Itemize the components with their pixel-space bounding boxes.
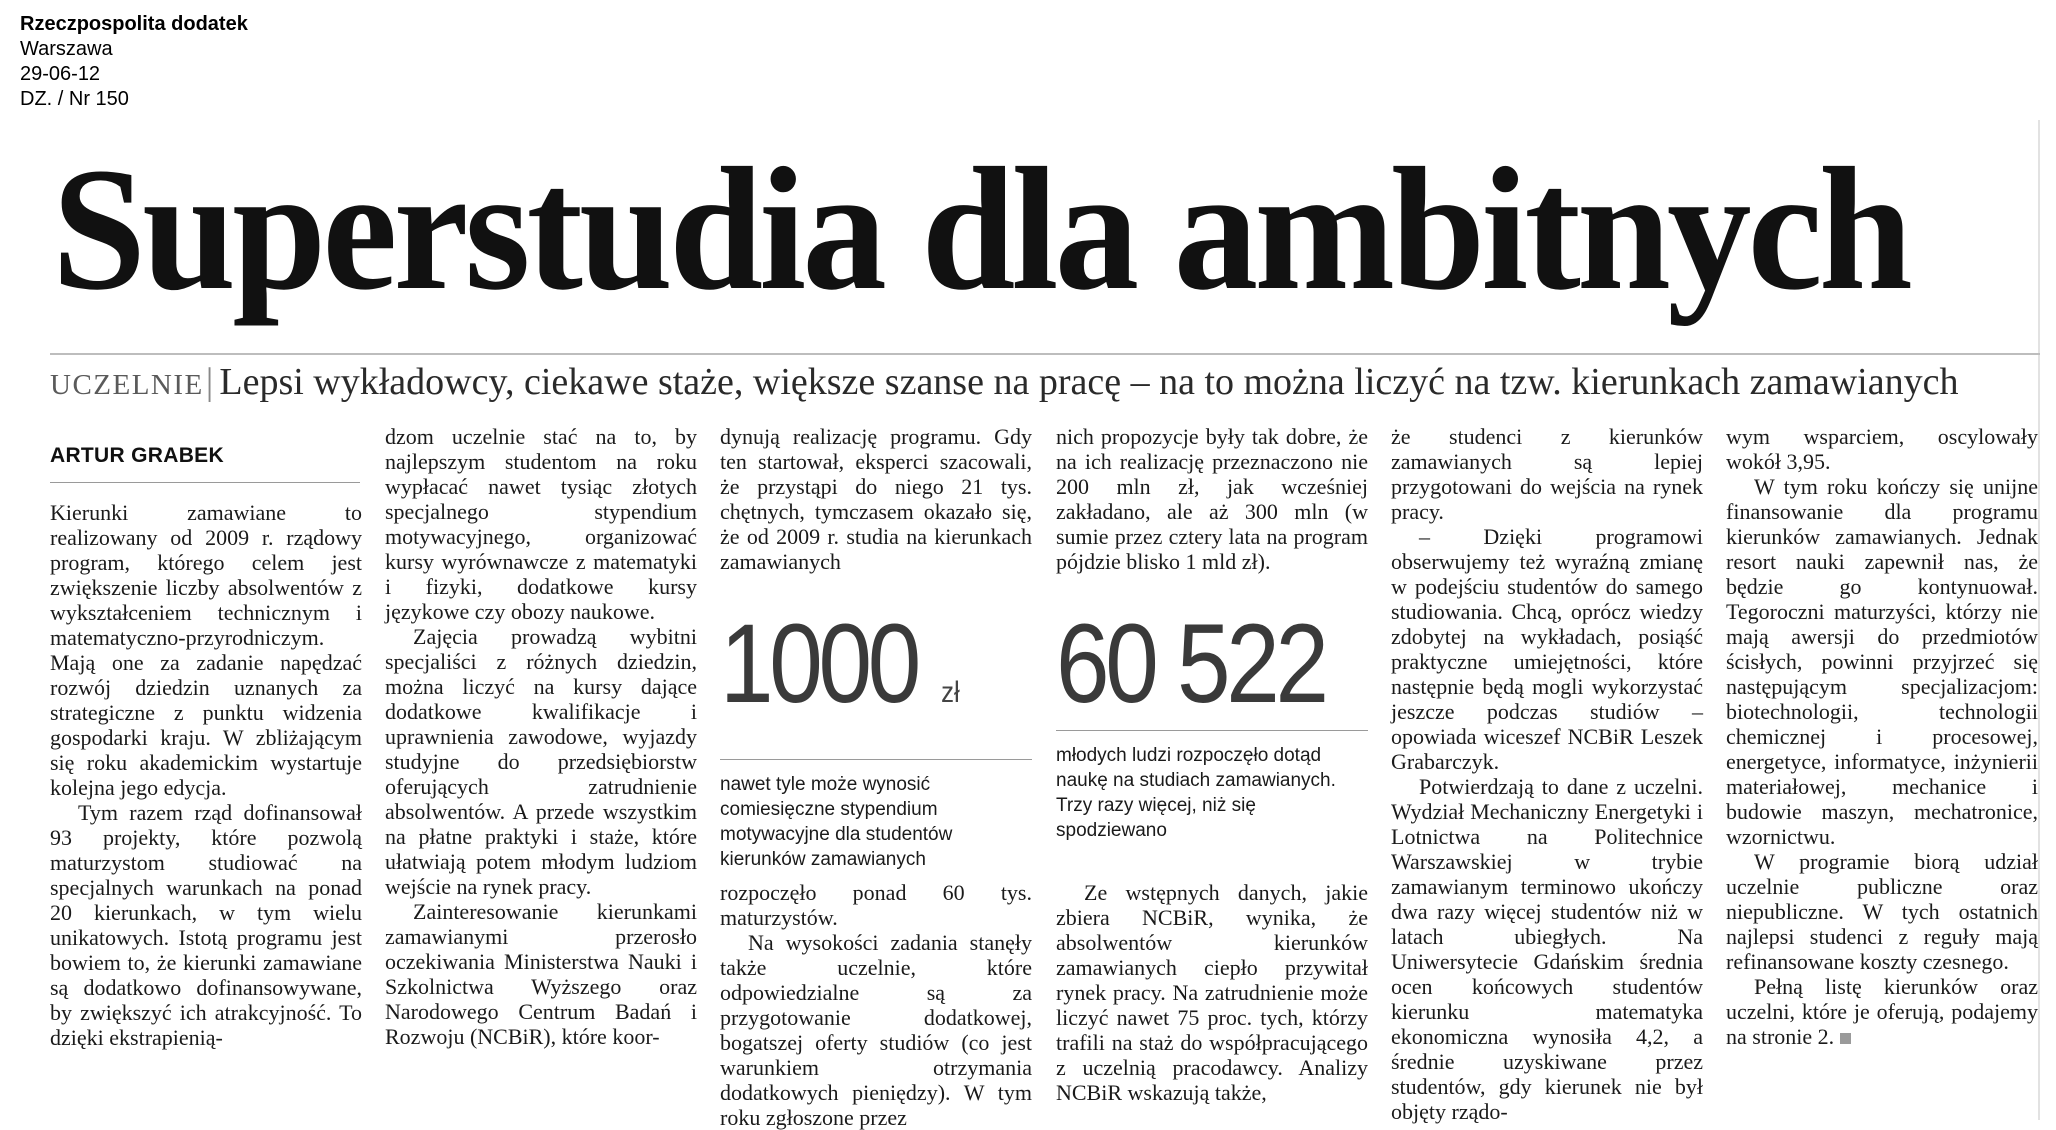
paragraph: dynują realizację programu. Gdy ten startował, eksperci szacowali, że przystąpi do niego 21 tys. chętnych, tymczasem okazało się, że od 2009 r. studia na kierunkach zamawianych xyxy=(720,424,1032,574)
headline: Superstudia dla ambitnych xyxy=(52,132,1909,327)
source-city: Warszawa xyxy=(20,38,113,60)
deck-divider xyxy=(50,353,2040,355)
paragraph: Zajęcia prowadzą wybitni specjaliści z różnych dziedzin, można liczyć na kursy dające dodatkowe kwalifikacje i uprawnienia zawodowe, wyjazdy studyjne do przedsiębiorstw oferujących zatrudnienie absolwentów. A przede wszystkim na płatne praktyki i staże, które ułatwiają potem młodym ludziom wejście na rynek pracy. xyxy=(385,624,697,899)
page-edge-rule xyxy=(2038,120,2040,1120)
paragraph: Tym razem rząd dofinansował 93 projekty, które pozwolą maturzystom studiować na specjalnych warunkach na ponad 20 kierunkach, w tym wielu unikatowych. Istotą programu jest bowiem to, że kierunki zamawiane są dodatkowo dofinansowywane, by zwiększyć ich atrakcyjność. To dzięki ekstrapienią- xyxy=(50,800,362,1050)
column-3-top xyxy=(720,424,1032,574)
column-3-bottom xyxy=(720,880,1032,1130)
deck-text: Lepsi wykładowcy, ciekawe staże, większe szanse na pracę – na to można liczyć na tzw. kierunkach zamawianych xyxy=(219,361,1959,403)
column-1 xyxy=(50,500,362,1050)
paragraph: W programie biorą udział uczelnie publiczne oraz niepubliczne. W tych ostatnich najlepsi studenci z reguły mają refinansowane koszty czesnego. xyxy=(1726,849,2038,974)
paragraph: Kierunki zamawiane to realizowany od 2009 r. rządowy program, którego celem jest zwiększenie liczby absolwentów z wykształceniem technicznym i matematyczno-przyrodniczym. Mają one za zadanie napędzać rozwój dziedzin uznanych za strategiczne z punktu widzenia gospodarki kraju. W zbliżającym się roku akademickim wystartuje kolejna jego edycja. xyxy=(50,500,362,800)
paragraph: dzom uczelnie stać na to, by najlepszym studentom na roku wypłacać nawet tysiąc złotych specjalnego stypendium motywacyjnego, organizować kursy wyrównawcze z matematyki i fizyki, dodatkowe kursy językowe czy obozy naukowe. xyxy=(385,424,697,624)
fact-divider xyxy=(720,759,1032,760)
column-4-top xyxy=(1056,424,1368,574)
fact-unit: zł xyxy=(941,676,960,709)
author-byline: ARTUR GRABEK xyxy=(50,444,224,467)
end-mark-icon xyxy=(1840,1033,1851,1044)
factbox-stipend xyxy=(720,601,1032,872)
author-divider xyxy=(50,482,360,483)
paragraph: Zainteresowanie kierunkami zamawianymi przerosło oczekiwania Ministerstwa Nauki i Szkolnictwa Wyższego oraz Narodowego Centrum Badań i Rozwoju (NCBiR), które koor- xyxy=(385,899,697,1049)
paragraph: że studenci z kierunków zamawianych są lepiej przygotowani do wejścia na rynek pracy. xyxy=(1391,424,1703,524)
column-5 xyxy=(1391,424,1703,1124)
fact-text: młodych ludzi rozpoczęło dotąd naukę na studiach zamawianych. Trzy razy więcej, niż się spodziewano xyxy=(1056,745,1336,841)
source-info xyxy=(20,12,248,112)
paragraph: W tym roku kończy się unijne finansowanie dla programu kierunków zamawianych. Jednak resort nauki zapewnił nas, że będzie go kontynuował. Tegoroczni maturzyści, którzy nie mają awersji do przedmiotów ścisłych, powinni przyjrzeć się następującym specjalizacjom: biotechnologii, technologii chemicznej i procesowej, energetyce, informatyce, inżynierii materiałowej, mechanice i budowie maszyn, mechatronice, wzornictwu. xyxy=(1726,474,2038,849)
paragraph: Ze wstępnych danych, jakie zbiera NCBiR, wynika, że absolwentów kierunków zamawianych ciepło przywitał rynek pracy. Na zatrudnienie może liczyć nawet 75 proc. tych, którzy trafili na staż do współpracującego z uczelnią pracodawcy. Analizy NCBiR wskazują także, xyxy=(1056,880,1368,1105)
fact-text: nawet tyle może wynosić comiesięczne stypendium motywacyjne dla studentów kierunków zamawianych xyxy=(720,774,953,870)
paragraph-final: Pełną listę kierunków oraz uczelni, które je oferują, podajemy na stronie 2. xyxy=(1726,974,2038,1049)
column-4-bottom xyxy=(1056,880,1368,1105)
paragraph: rozpoczęło ponad 60 tys. maturzystów. xyxy=(720,880,1032,930)
deck-separator: | xyxy=(205,361,214,403)
paragraph: wym wsparciem, oscylowały wokół 3,95. xyxy=(1726,424,2038,474)
paragraph: Potwierdzają to dane z uczelni. Wydział Mechaniczny Energetyki i Lotnictwa na Politechnice Warszawskiej w trybie zamawianym terminowo ukończy dwa razy więcej studentów niż w latach ubiegłych. Na Uniwersytecie Gdańskim średnia ocen końcowych studentów kierunku matematyka ekonomiczna wynosiła 4,2, a średnie uzyskiwane przez studentów, gdy kierunek nie był objęty rządo- xyxy=(1391,774,1703,1124)
deck xyxy=(50,358,2040,409)
column-2 xyxy=(385,424,697,1049)
fact-number: 1000 zł xyxy=(720,601,960,726)
fact-number: 60 522 xyxy=(1056,601,1325,726)
deck-kicker: UCZELNIE xyxy=(50,369,204,401)
source-issue: DZ. / Nr 150 xyxy=(20,88,129,110)
source-date: 29-06-12 xyxy=(20,63,101,85)
fact-divider xyxy=(1056,730,1368,731)
publication-name: Rzeczpospolita dodatek xyxy=(20,13,248,35)
paragraph: nich propozycje były tak dobre, że na ich realizację przeznaczono nie 200 mln zł, jak wcześniej zakładano, ale aż 300 mln (w sumie przez cztery lata na program pójdzie blisko 1 mld zł). xyxy=(1056,424,1368,574)
paragraph: – Dzięki programowi obserwujemy też wyraźną zmianę w podejściu studentów do samego studiowania. Chcą, oprócz wiedzy zdobytej na wykładach, posiąść praktyczne umiejętności, które następnie będą mogli wykorzystać jeszcze podczas studiów – opowiada wiceszef NCBiR Leszek Grabarczyk. xyxy=(1391,524,1703,774)
factbox-students xyxy=(1056,601,1368,843)
paragraph: Na wysokości zadania stanęły także uczelnie, które odpowiedzialne są za przygotowanie dodatkowej, bogatszej oferty studiów (co jest warunkiem otrzymania dodatkowych pieniędzy). W tym roku zgłoszone przez xyxy=(720,930,1032,1130)
column-6 xyxy=(1726,424,2038,1049)
